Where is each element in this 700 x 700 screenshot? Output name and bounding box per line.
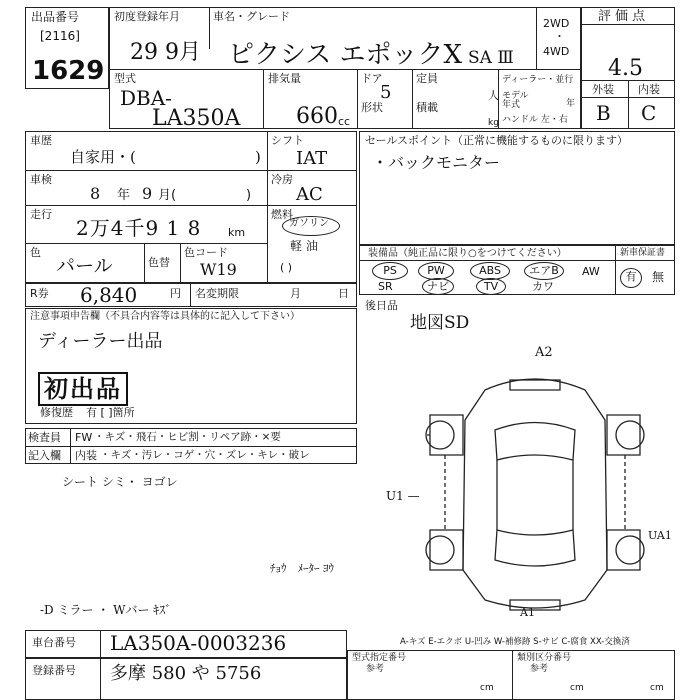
- color-code: W19: [200, 260, 237, 279]
- dealer-label: ディーラー・並行: [502, 75, 574, 85]
- fuel-label: 燃料: [271, 208, 293, 221]
- warranty-yes: 有: [620, 268, 642, 288]
- first-listing-stamp: 初出品: [38, 372, 128, 406]
- selling-label: セールスポイント（正常に機能するものに限ります）: [365, 134, 629, 147]
- displacement-unit: cc: [338, 115, 351, 128]
- lot-number: 1629: [32, 56, 105, 86]
- exterior-grade: B: [596, 101, 611, 125]
- model-no-label: 型式指定番号: [352, 653, 407, 663]
- inspector-fw: FW: [75, 431, 93, 444]
- ac-label: 冷房: [271, 173, 293, 186]
- damage-bottom: A1: [520, 606, 535, 619]
- comment-line-2: ﾁｮｳ ﾒｰﾀｰ ﾖｳ: [270, 562, 334, 575]
- equip-pw: PW: [418, 262, 454, 280]
- shift-label: シフト: [271, 134, 304, 147]
- history-value: 自家用・(: [70, 148, 136, 166]
- plate-value: 多摩 580 や 5756: [110, 663, 262, 684]
- displacement-value: 660: [296, 104, 338, 129]
- notes-box: [25, 308, 357, 424]
- inspection-month-unit: 月(: [158, 188, 177, 203]
- repair-value: 有 [ ]箇所: [86, 406, 135, 419]
- capacity-unit: 人: [488, 89, 499, 102]
- inspector-entry-label: 記入欄: [28, 449, 61, 462]
- inspection-year: 8: [90, 184, 101, 203]
- model-label: 型式: [114, 72, 136, 85]
- damage-left: U1 —: [386, 489, 420, 503]
- evaluation-label: 評価点: [598, 9, 650, 24]
- year-unit: 年: [566, 99, 576, 109]
- warranty-no: 無: [652, 270, 665, 284]
- equip-ps: PS: [372, 262, 408, 280]
- drive-dot: ・: [554, 30, 565, 43]
- inspection-close: ): [246, 188, 252, 203]
- doors-value: 5: [380, 82, 392, 103]
- footer-cm-1: cm: [480, 683, 494, 693]
- equip-sr: SR: [378, 280, 393, 293]
- recycle-label: R券: [30, 287, 49, 300]
- comment-line-1: シート シミ・ ヨゴレ: [62, 475, 178, 489]
- equip-leather: カワ: [532, 280, 554, 293]
- lot-sub: [2116]: [40, 29, 80, 43]
- deadline-day: 日: [338, 287, 349, 300]
- ac-value: AC: [296, 184, 323, 205]
- first-reg-value: 29 9月: [130, 40, 201, 65]
- damage-right: UA1: [648, 529, 672, 542]
- footer-cm-3: cm: [650, 683, 664, 693]
- drive-2wd: 2WD: [543, 17, 570, 30]
- equip-tv: TV: [476, 278, 506, 295]
- load-unit: kg: [488, 118, 499, 128]
- car-grade: SA Ⅲ: [468, 48, 514, 68]
- equip-navi: ナビ: [422, 278, 454, 295]
- damage-top: A2: [535, 345, 553, 360]
- plate-label: 登録番号: [32, 664, 76, 677]
- handle-label: ハンドル 左・右: [502, 115, 568, 125]
- mileage-unit: km: [228, 226, 246, 239]
- class-no-ref: 参考: [530, 664, 549, 674]
- equip-abs: ABS: [470, 262, 510, 280]
- chassis-value: LA350A-0003236: [110, 631, 287, 655]
- shift-value: IAT: [296, 148, 328, 169]
- model-prefix: DBA-: [120, 86, 172, 110]
- inspection-year-unit: 年: [117, 188, 131, 203]
- warranty-label: 新車保証書: [620, 248, 666, 258]
- equip-airbag: エアB: [524, 262, 564, 280]
- exterior-label: 外装: [592, 83, 614, 96]
- inspection-month: 9: [142, 184, 153, 203]
- chassis-label: 車台番号: [32, 636, 76, 649]
- inspector-interior: 内装: [75, 449, 97, 462]
- model-year-label: モデル年式: [502, 91, 529, 110]
- selling-value: ・バックモニター: [372, 153, 501, 172]
- history-close: ): [255, 148, 261, 166]
- inspector-row1: ・キズ・飛石・ヒビ割・リペア跡・×要: [94, 431, 281, 443]
- mileage-value: 2万4千9 1 8: [76, 216, 202, 240]
- capacity-label: 定員: [416, 72, 438, 85]
- history-label: 車歴: [30, 134, 52, 147]
- evaluation-score: 4.5: [608, 56, 643, 81]
- interior-grade: C: [641, 101, 657, 125]
- first-reg-label: 初度登録年月: [114, 10, 180, 23]
- selling-box: [359, 131, 675, 245]
- drive-4wd: 4WD: [543, 45, 570, 58]
- mileage-label: 走行: [30, 208, 52, 221]
- color-value: パール: [56, 255, 113, 277]
- inspection-label: 車検: [30, 173, 52, 186]
- fuel-paren: ( ): [280, 261, 293, 274]
- footer-cm-2: cm: [570, 683, 584, 693]
- interior-label: 内装: [638, 83, 660, 96]
- doors-label: ドア: [361, 72, 383, 85]
- class-no-label: 類別区分番号: [517, 653, 572, 663]
- recycle-unit: 円: [170, 287, 181, 300]
- comment-line-3: -D ミラー ・ Wバー ｷｽﾞ: [40, 603, 172, 617]
- equip-aw: AW: [582, 265, 600, 278]
- recycle-box: [25, 283, 357, 307]
- damage-legend: A-キズ E-エクボ U-凹み W-補修跡 S-サビ C-腐食 XX-交換済: [400, 637, 630, 647]
- model-value: LA350A: [152, 106, 241, 131]
- shape-label: 形状: [361, 101, 383, 114]
- aftermarket-label: 後日品: [365, 299, 398, 312]
- equipment-label: 装備品（純正品に限り○をつけてください）: [368, 248, 567, 259]
- deadline-label: 名変期限: [195, 287, 239, 300]
- model-no-ref: 参考: [366, 664, 385, 674]
- inspector-label: 検査員: [28, 431, 61, 444]
- deadline-month: 月: [290, 287, 301, 300]
- load-label: 積載: [416, 101, 438, 114]
- car-name-value: ピクシス エポックX: [228, 40, 462, 70]
- lot-label: 出品番号: [31, 10, 80, 24]
- car-diagram: [415, 360, 655, 620]
- color-code-label: 色コード: [184, 246, 228, 259]
- notes-label: 注意事項申告欄（不具合内容等は具体的に記入して下さい）: [30, 311, 300, 322]
- color-label: 色: [30, 246, 41, 259]
- car-name-label: 車名・グレード: [213, 10, 290, 23]
- aftermarket-value: 地図SD: [410, 313, 470, 333]
- displacement-label: 排気量: [268, 72, 301, 85]
- inspector-row2: ・キズ・汚レ・コゲ・穴・ズレ・キレ・破レ: [100, 449, 310, 461]
- fuel-diesel: 軽 油: [290, 239, 318, 253]
- fuel-gasoline: ガソリン: [289, 218, 329, 229]
- notes-value: ディーラー出品: [38, 331, 163, 352]
- recycle-value: 6,840: [80, 283, 138, 307]
- color-change-label: 色替: [148, 256, 170, 269]
- repair-label: 修復歴: [40, 406, 73, 419]
